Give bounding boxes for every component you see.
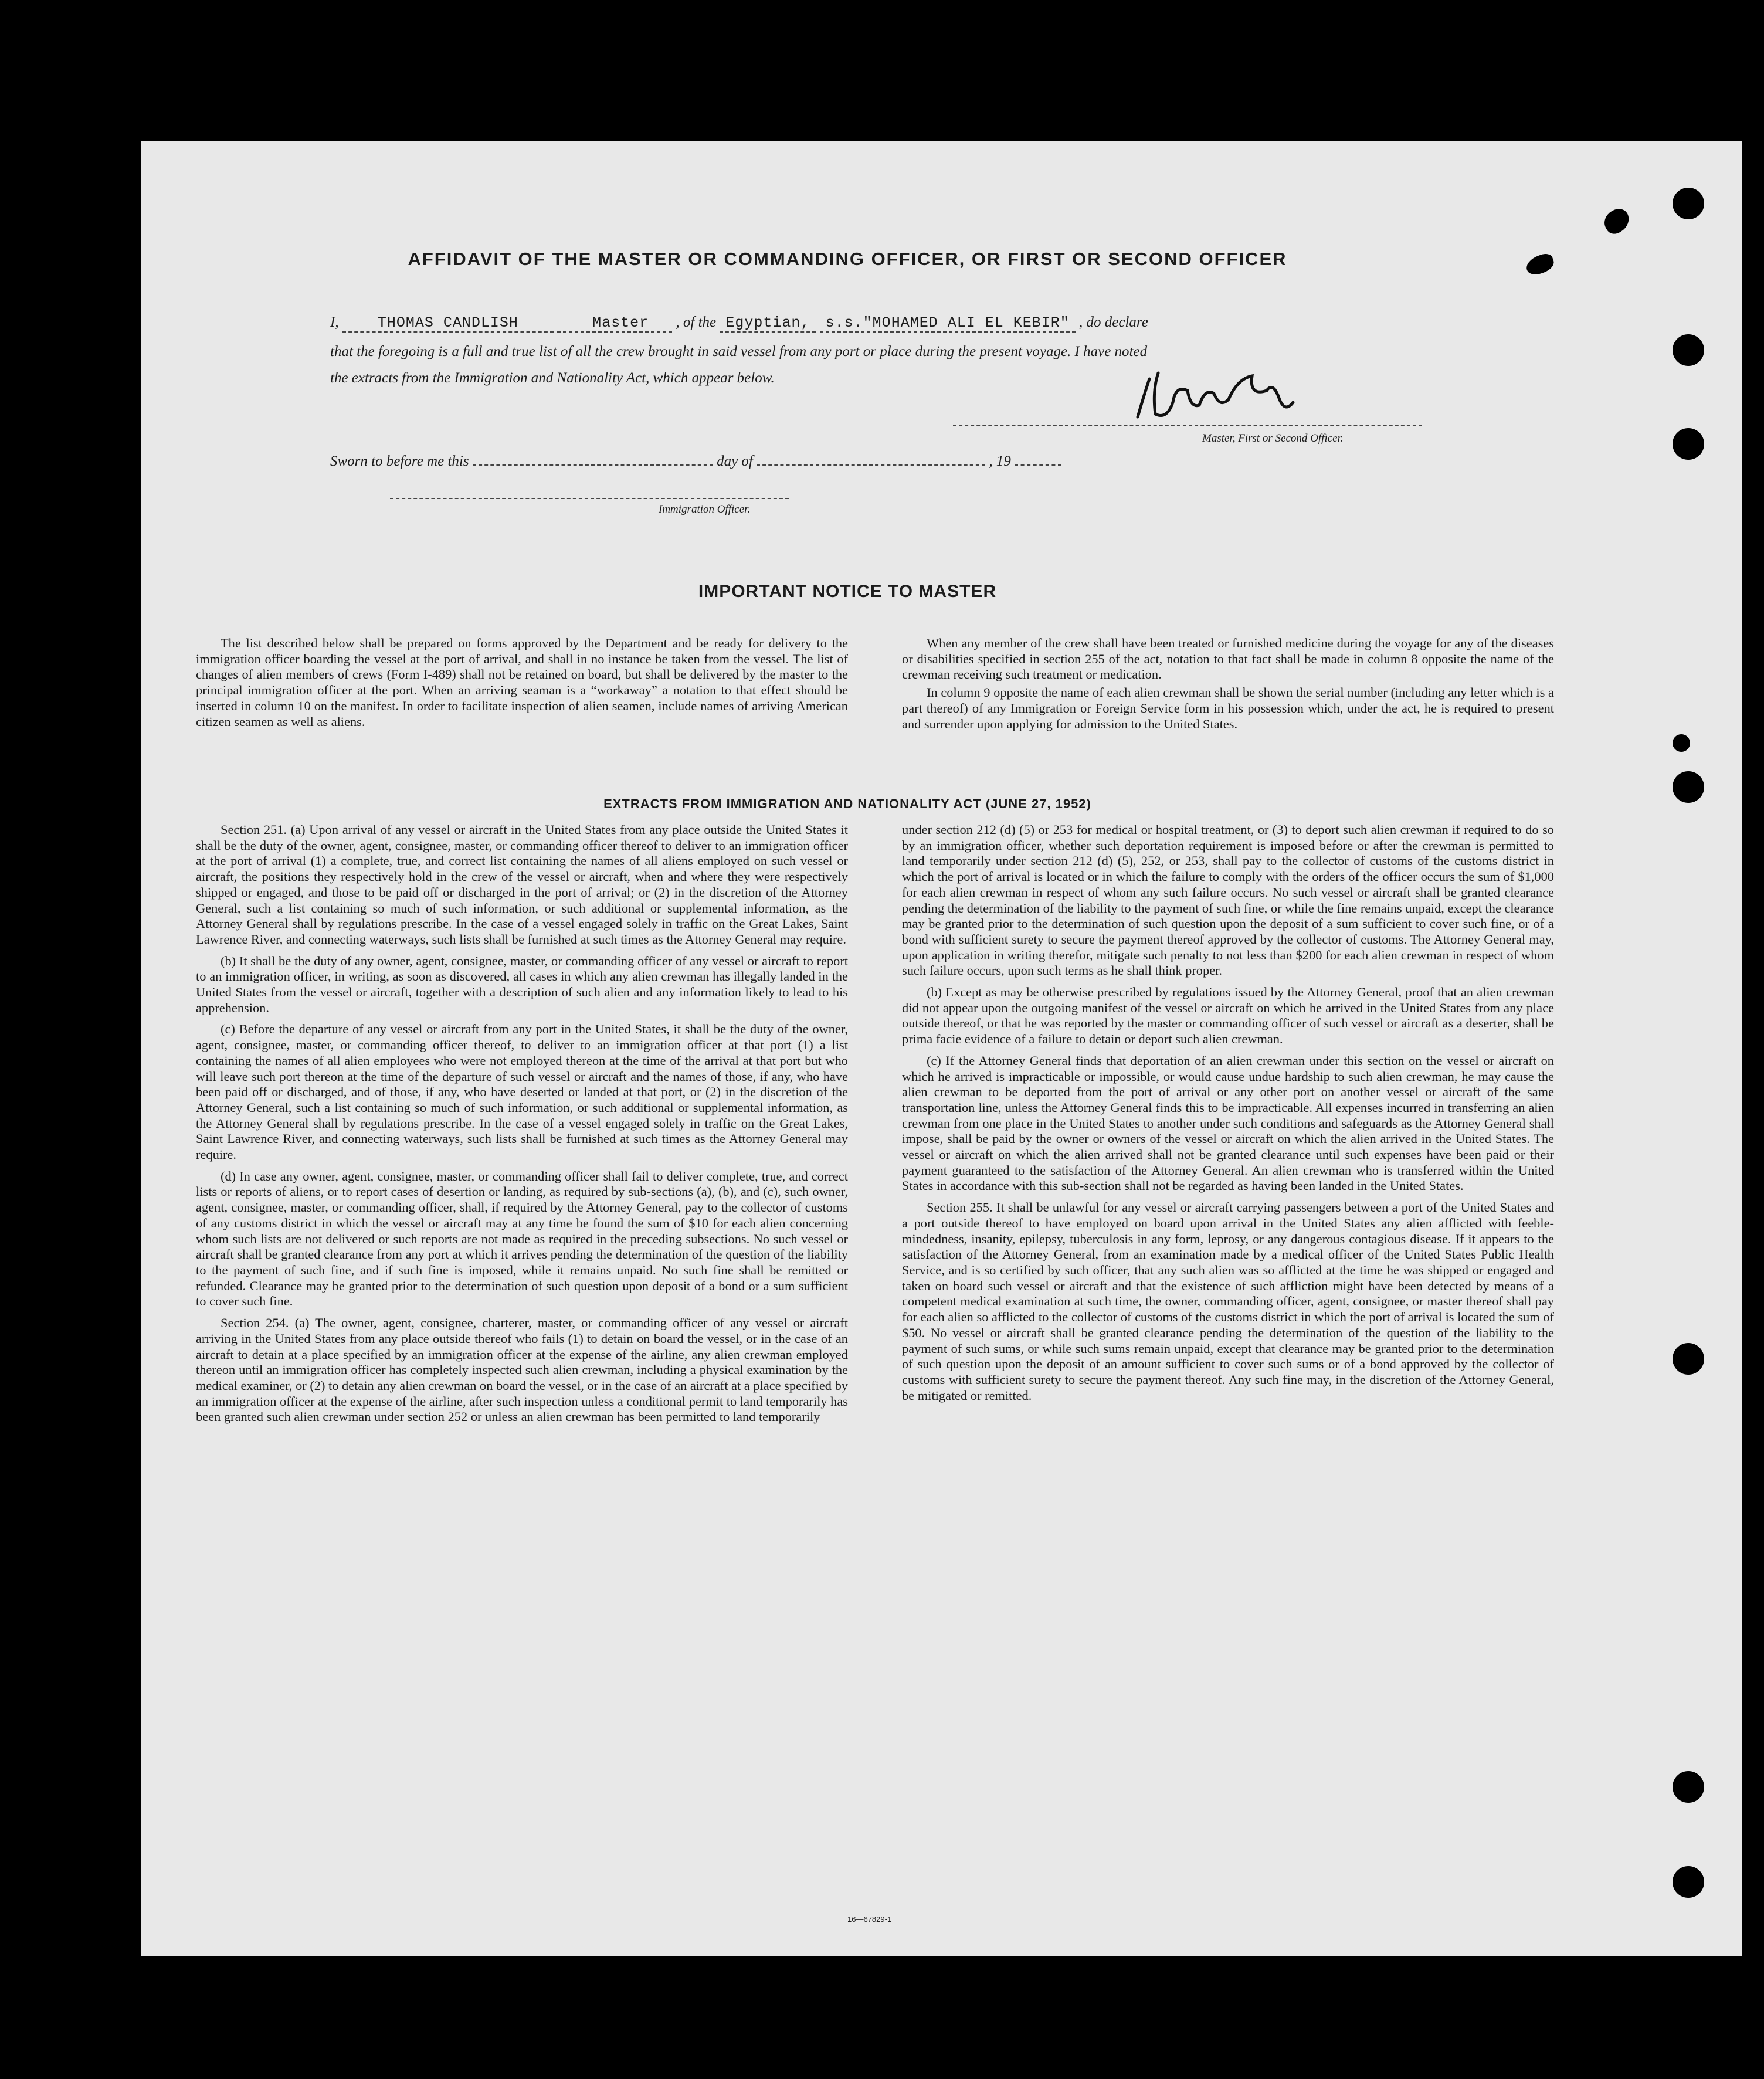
binder-hole (1673, 1866, 1704, 1898)
extract-paragraph: Section 255. It shall be unlawful for any vessel or aircraft carrying passengers between a port of the United States and a port outside thereof to have employed on board upon arrival in the United States any alien afflicted with feeble-mindedness, insanity, epilepsy, tuberculosis in any form, leprosy, or any dangerous contagious disease. If it appears to the satisfaction of the Attorney General, from an examination made by a medical officer of the United States Public Health Service, and is so certified by such officer, that any such alien was so afflicted at the time he was shipped or engaged and taken on board such vessel or aircraft and that the existence of such affliction might have been detected by means of a competent medical examination at such time, the owner, commanding officer, agent, consignee, or master thereof shall pay for each alien so afflicted to the collector of customs of the customs district in which the port of arrival is located the sum of $50. No vessel or aircraft shall be granted clearance pending the determination of the question of the liability to the payment of such sums, or while such sums remain unpaid, except that clearance may be granted prior to the determination of such question upon the deposit of an amount sufficient to cover such sums or of a bond approved by the collector of customs with sufficient surety to secure the payment thereof. Any such fine may, in the discretion of the Attorney General, be mitigated or remitted. (902, 1200, 1554, 1403)
notice-paragraph: The list described below shall be prepared on forms approved by the Department and be ready for delivery to the immigration officer boarding the vessel at the port of arrival, and shall in no instance be taken from the vessel. The list of changes of alien members of crews (Form I-489) shall not be retained on board, but shall be delivered by the master to the principal immigration officer at the port. When an arriving seaman is a “workaway” a notation to that effect should be inserted in column 10 on the manifest. In order to facilitate inspection of alien seamen, include names of arriving American citizen seamen as well as aliens. (196, 636, 848, 729)
binder-hole (1673, 1771, 1704, 1803)
affidavit-title: AFFIDAVIT OF THE MASTER OR COMMANDING OFFICER, OR FIRST OR SECOND OFFICER (408, 249, 1287, 269)
rank-field: Master (557, 314, 672, 333)
sworn-month-field (757, 464, 985, 466)
sworn-day-field (473, 464, 713, 466)
extract-paragraph: (b) It shall be the duty of any owner, agent, consignee, master, or commanding officer of any vessel or aircraft to report to an immigration officer, in writing, as soon as discovered, all cases in which any alien crewman has illegally landed in the United States from the vessel or aircraft, together with a description of such alien and any information likely to lead to his apprehension. (196, 953, 848, 1015)
notice-paragraph: When any member of the crew shall have been treated or furnished medicine during the voyage for any of the diseases or disabilities specified in section 255 of the act, notation to that fact shall be made in column 8 opposite the name of the crewman receiving such treatment or medication. (902, 636, 1554, 682)
binder-hole (1673, 188, 1704, 219)
binder-hole (1673, 771, 1704, 803)
extract-paragraph: (b) Except as may be otherwise prescribed by regulations issued by the Attorney General, proof that an alien crewman did not appear upon the outgoing manifest of the vessel or aircraft on which he arrived in the United States from any place outside thereof, or that he was reported by the master or commanding officer of such vessel or aircraft as a deserter, shall be prima facie evidence of a failure to detain or deport such alien crewman. (902, 985, 1554, 1047)
notice-left-column (196, 636, 848, 735)
binder-hole (1673, 734, 1690, 752)
i-label: I, (330, 314, 339, 330)
declaration-line-3: the extracts from the Immigration and Nationality Act, which appear below. (330, 370, 775, 386)
extract-paragraph: Section 251. (a) Upon arrival of any vessel or aircraft in the United States from any place outside the United States it shall be the duty of the owner, agent, consignee, master, or commanding officer thereof to deliver to an immigration officer at the port of arrival (1) a complete, true, and correct list containing the names of all aliens employed on such vessel or aircraft, the positions they respectively hold in the crew of the vessel or aircraft, when and where they were respectively shipped or engaged, and those to be paid off or discharged in the port of arrival; or (2) in the discretion of the Attorney General, such a list containing so much of such information, or such additional or supplemental information, as the Attorney General shall by regulations prescribe. In the case of a vessel engaged solely in traffic on the Great Lakes, Saint Lawrence River, and connecting waterways, such lists shall be furnished at such times as the Attorney General may require. (196, 822, 848, 947)
sworn-year-field (1015, 464, 1061, 466)
immigration-officer-caption: Immigration Officer. (659, 503, 751, 515)
day-of-label: day of (717, 453, 753, 469)
declaration-line-2: that the foregoing is a full and true list of all the crew brought in said vessel from any port or place during the present voyage. I have noted (330, 344, 1148, 359)
notice-right-column (902, 636, 1554, 738)
extract-paragraph: Section 254. (a) The owner, agent, consignee, charterer, master, or commanding officer of any vessel or aircraft arriving in the United States from any place outside thereof who fails (1) to detain on board the vessel, or in the case of an aircraft to detain at a place specified by an immigration officer at the expense of the airline, any alien crewman employed thereon until an immigration officer has completely inspected such alien crewman, including a physical examination by the medical examiner, or (2) to detain any alien crewman on board the vessel, or in the case of an aircraft at a place specified by an immigration officer at the expense of the airline, after such inspection unless a conditional permit to land temporarily has been granted such alien crewman under section 252 or unless an alien crewman has been permitted to land temporarily (196, 1315, 848, 1425)
extracts-left-column (196, 822, 848, 1431)
extract-paragraph: (c) Before the departure of any vessel or aircraft from any port in the United States, it shall be the duty of the owner, agent, consignee, master, or commanding officer thereof, to deliver to an immigration officer at that port (1) a list containing the names of all alien employees who were not employed thereon at the time of the arrival at that port but who will leave such port thereon at the time of the departure of such vessel or aircraft and the names of those, if any, who have been paid off or discharged, and of those, if any, who have deserted or landed at that port, or (2) in the discretion of the Attorney General, such a list containing so much of such information, or such additional or supplemental information, as the Attorney General shall by regulations prescribe. In the case of a vessel engaged solely in traffic on the Great Lakes, Saint Lawrence River, and connecting waterways, such lists shall be furnished at such times as the Attorney General may require. (196, 1022, 848, 1162)
signature-line (953, 413, 1422, 430)
nationality-field: Egyptian, (720, 314, 816, 333)
binder-hole (1673, 428, 1704, 460)
notice-title: IMPORTANT NOTICE TO MASTER (698, 582, 997, 601)
vessel-field: s.s."MOHAMED ALI EL KEBIR" (820, 314, 1076, 333)
officer-line (390, 487, 789, 503)
extract-paragraph: under section 212 (d) (5) or 253 for medical or hospital treatment, or (3) to deport such alien crewman if required to do so by an immigration officer, whether such deportation requirement is imposed before or after the crewman is permitted to land temporarily under section 212 (d) (5), 252, or 253, shall pay to the collector of customs of the customs district in which the port of arrival is located or in which the failure to comply with the orders of the officer occurs the sum of $1,000 for each alien crewman in respect of whom any such failure occurs. No such vessel or aircraft shall be granted clearance pending the determination of the liability to the payment of such fine, or while the fine remains unpaid, except the clearance may be granted prior to the determination of such question upon the deposit of a sum sufficient to cover such fine, or of a bond with sufficient surety to secure the payment thereof approved by the collector of customs. The Attorney General may, upon application in writing therefor, mitigate such penalty to not less than $200 for each alien crewman in respect of whom such failure occurs, upon such terms as he shall think proper. (902, 822, 1554, 978)
sworn-line (330, 453, 1061, 470)
notice-paragraph: In column 9 opposite the name of each alien crewman shall be shown the serial number (including any letter which is a part thereof) of any Immigration or Foreign Service form in his possession which, under the act, he is required to present and surrender upon applying for admission to the United States. (902, 685, 1554, 731)
binder-hole (1673, 334, 1704, 366)
signature-caption: Master, First or Second Officer. (1202, 432, 1344, 445)
extract-paragraph: (d) In case any owner, agent, consignee, master, or commanding officer shall fail to deliver complete, true, and correct lists or reports of aliens, or to report cases of desertion or landing, as required by sub-sections (a), (b), and (c), such owner, agent, consignee, master, or commanding officer, shall, if required by the Attorney General, pay to the collector of customs of any customs district in which the vessel or aircraft may at any time be found the sum of $10 for each alien concerning whom such lists are not delivered or such reports are not made as required in the preceding subsections. No such vessel or aircraft shall be granted clearance from any port at which it arrives pending the determination of the question of the liability to the payment of such fine, and if such fine is imposed, while it remains unpaid. No such fine shall be remitted or refunded. Clearance may be granted prior to the determination of such question upon deposit of a bond or a sum sufficient to cover such fine. (196, 1168, 848, 1309)
binder-hole (1673, 1343, 1704, 1375)
extract-paragraph: (c) If the Attorney General finds that deportation of an alien crewman under this section on the vessel or aircraft on which he arrived is impracticable or impossible, or would cause undue hardship to such alien crewman, he may cause the alien crewman to be deported from the port of arrival or any other port on another vessel or aircraft of the same transportation line, unless the Attorney General finds this to be impracticable. All expenses incurred in transferring an alien crewman from one place in the United States to another under such conditions and safeguards as the Attorney General shall impose, shall be paid by the owner or owners of the vessel or aircraft on which the alien arrived in the United States. The vessel or aircraft on which the alien arrived shall not be granted clearance until such expenses have been paid or their payment guaranteed to the satisfaction of the Attorney General. An alien crewman who is transferred within the United States in accordance with this sub-section shall not be regarded as having been landed in the United States. (902, 1053, 1554, 1193)
document-page (141, 141, 1742, 1956)
declare-label: , do declare (1079, 314, 1148, 330)
extracts-title: EXTRACTS FROM IMMIGRATION AND NATIONALITY ACT (JUNE 27, 1952) (603, 796, 1091, 811)
ink-blot (1600, 205, 1633, 238)
master-name-field: THOMAS CANDLISH (342, 314, 554, 333)
extracts-right-column (902, 822, 1554, 1409)
declaration-line (330, 314, 1148, 331)
sworn-label: Sworn to before me this (330, 453, 469, 469)
form-number: 16—67829-1 (847, 1915, 892, 1924)
year-label: , 19 (989, 453, 1011, 469)
of-the-label: , of the (676, 314, 717, 330)
